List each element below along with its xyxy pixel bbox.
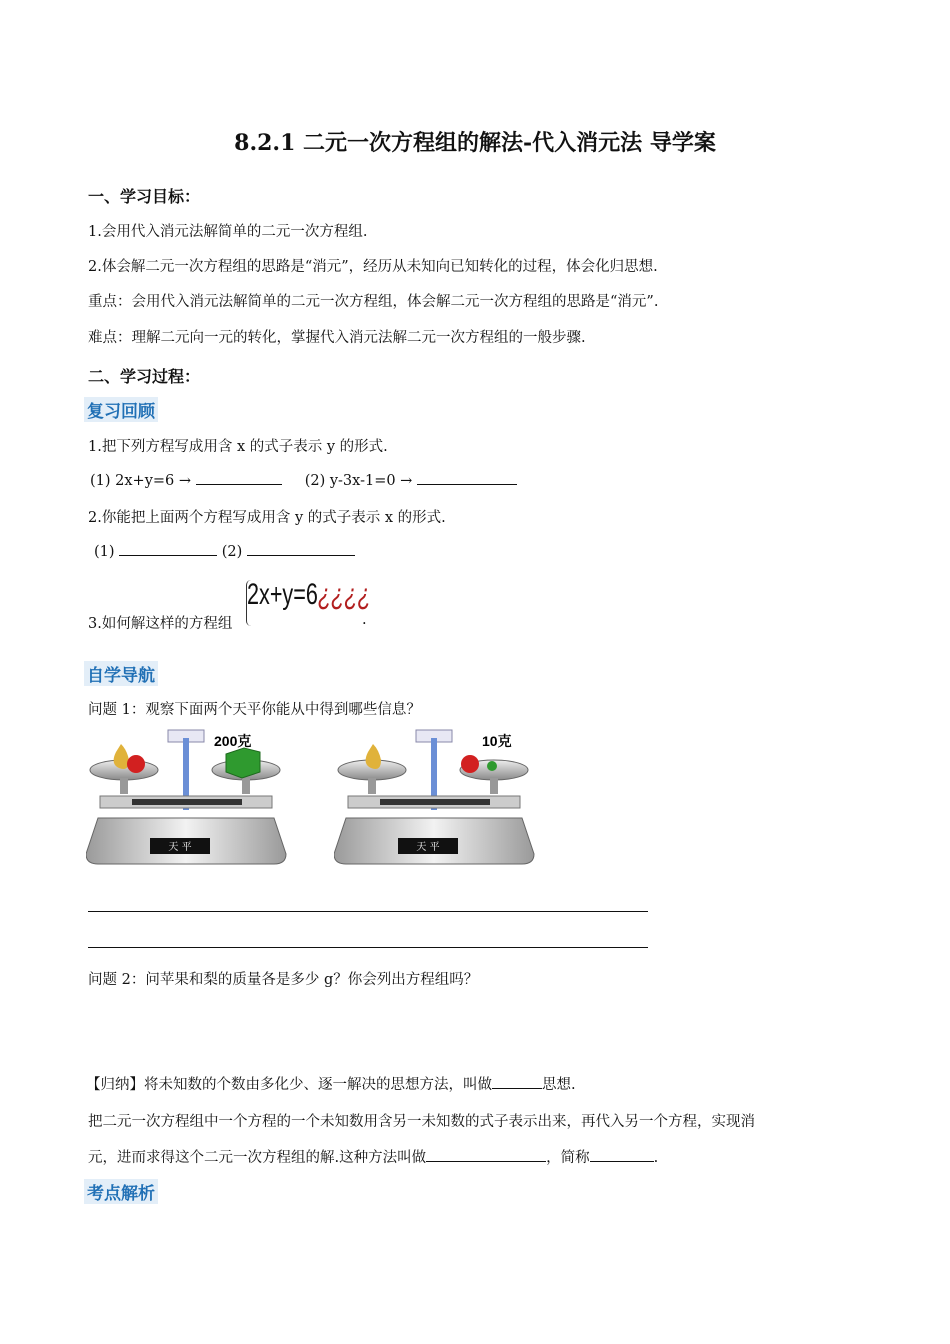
answer-blank[interactable] — [590, 1147, 654, 1162]
review-label: 复习回顾 — [84, 397, 158, 422]
answer-line-2[interactable] — [88, 947, 648, 948]
answer-blank[interactable] — [417, 470, 517, 485]
selfstudy-label: 自学导航 — [84, 661, 158, 686]
q2-part-a: (1) — [94, 544, 115, 560]
problem-1: 问题 1：观察下面两个天平你能从中得到哪些信息？ — [88, 702, 421, 718]
review-question-3: 3.如何解这样的方程组 — [88, 616, 233, 632]
section-heading-goals: 一、学习目标： — [88, 187, 201, 206]
balance-scale-1 — [86, 726, 306, 866]
summary-2-prefix: 元，进而求得这个二元一次方程组的解.这种方法叫做 — [88, 1150, 427, 1166]
summary-1 — [86, 1073, 576, 1094]
analysis-label: 考点解析 — [84, 1179, 158, 1204]
q1-part-a: (1) 2x+y=6 → — [90, 473, 192, 489]
page-title: 8.2.1 二元一次方程组的解法-代入消元法 导学案 — [234, 130, 716, 156]
q1-part-b: (2) y-3x-1=0 → — [304, 473, 413, 489]
weight-label-200g: 200克 — [214, 733, 252, 749]
review-question-1-parts — [90, 470, 517, 489]
equation-1: 2x+y=6 — [247, 578, 318, 611]
difficult-point: 难点：理解二元向一元的转化，掌握代入消元法解二元一次方程组的一般步骤. — [88, 330, 586, 346]
summary-1-prefix: 【归纳】将未知数的个数由多化少、逐一解决的思想方法，叫做 — [86, 1077, 492, 1093]
section-heading-process: 二、学习过程： — [88, 367, 201, 386]
key-point: 重点：会用代入消元法解简单的二元一次方程组，体会解二元一次方程组的思路是“消元”. — [88, 294, 659, 310]
summary-2-line-2 — [88, 1146, 658, 1167]
balance-scale-2-image — [334, 726, 554, 866]
answer-blank[interactable] — [196, 470, 282, 485]
scale-plate-label: 天 平 — [416, 842, 440, 853]
summary-2-mid: ，简称 — [546, 1150, 590, 1166]
answer-blank[interactable] — [492, 1074, 542, 1089]
scale-plate-label: 天 平 — [168, 842, 192, 853]
summary-1-suffix: 思想. — [542, 1077, 576, 1093]
garbled-text: ¿¿¿¿ — [317, 578, 371, 611]
q2-part-b: (2) — [221, 544, 243, 560]
balance-scale-1-image — [86, 726, 306, 866]
review-question-2: 2.你能把上面两个方程写成用含 y 的式子表示 x 的形式. — [88, 510, 446, 526]
question-3-period: . — [362, 612, 367, 628]
goal-item-1: 1.会用代入消元法解简单的二元一次方程组. — [88, 224, 368, 240]
summary-2-suffix: . — [653, 1150, 659, 1166]
problem-2: 问题 2：问苹果和梨的质量各是多少 g？你会列出方程组吗？ — [88, 972, 479, 988]
balance-scale-2 — [334, 726, 554, 866]
goal-item-2: 2.体会解二元一次方程组的思路是“消元”，经历从未知向已知转化的过程，体会化归思想. — [88, 259, 658, 275]
answer-blank[interactable] — [247, 541, 355, 556]
answer-blank[interactable] — [426, 1147, 546, 1162]
equation-system — [247, 578, 371, 612]
answer-line-1[interactable] — [88, 911, 648, 912]
answer-blank[interactable] — [119, 541, 217, 556]
review-question-1: 1.把下列方程写成用含 x 的式子表示 y 的形式. — [88, 439, 388, 455]
weight-label-10g: 10克 — [482, 733, 512, 749]
summary-2-line-1: 把二元一次方程组中一个方程的一个未知数用含另一未知数的式子表示出来，再代入另一个方程，实现消 — [88, 1114, 755, 1130]
review-question-2-parts — [94, 541, 355, 560]
